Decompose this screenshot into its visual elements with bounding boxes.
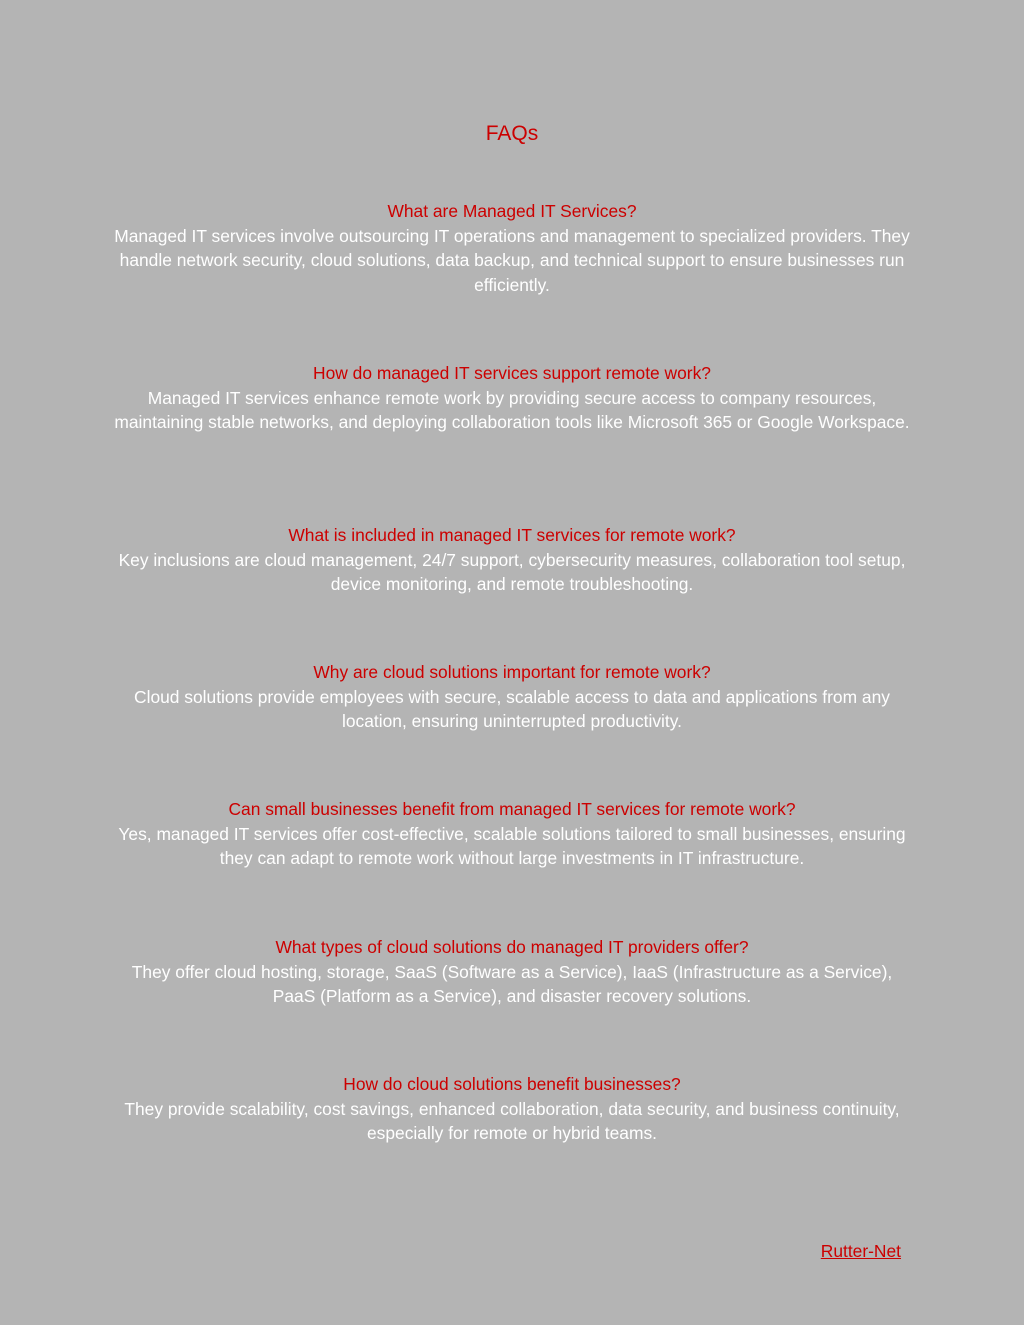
faq-item-remote-support <box>112 361 912 435</box>
faq-answer: Yes, managed IT services offer cost-effective, scalable solutions tailored to small businesses, ensuring they can adapt to remote work without large investments in IT infrastructure. <box>118 823 906 868</box>
faq-item-cloud-benefits <box>112 1072 912 1146</box>
faq-answer: They provide scalability, cost savings, enhanced collaboration, data security, and business continuity, especially for remote or hybrid teams. <box>124 1098 900 1143</box>
faq-question: What is included in managed IT services for remote work? <box>288 525 736 545</box>
faq-question: What are Managed IT Services? <box>387 201 637 221</box>
faq-item-managed-it <box>112 199 912 297</box>
faq-question: How do cloud solutions benefit businesses? <box>343 1074 681 1094</box>
faq-answer: Managed IT services involve outsourcing IT operations and management to specialized providers. They handle network security, cloud solutions, data backup, and technical support to ensure businesses run efficiently. <box>114 225 910 295</box>
faq-item-cloud-importance <box>112 660 912 734</box>
faq-item-cloud-types <box>112 935 912 1009</box>
faq-answer: Cloud solutions provide employees with secure, scalable access to data and applications from any location, ensuring uninterrupted productivity. <box>134 686 890 731</box>
faq-item-included-services <box>112 523 912 597</box>
faq-question: What types of cloud solutions do managed IT providers offer? <box>275 937 749 957</box>
faq-answer: Key inclusions are cloud management, 24/7 support, cybersecurity measures, collaboration tool setup, device monitoring, and remote troubleshooting. <box>118 549 906 594</box>
page-title: FAQs <box>485 122 539 145</box>
faq-answer: They offer cloud hosting, storage, SaaS (Software as a Service), IaaS (Infrastructure as a Service), PaaS (Platform as a Service), and disaster recovery solutions. <box>131 961 893 1006</box>
faq-answer: Managed IT services enhance remote work by providing secure access to company resources, maintaining stable networks, and deploying collaboration tools like Microsoft 365 or Google Workspace. <box>114 387 910 432</box>
faq-question: Can small businesses benefit from managed IT services for remote work? <box>228 799 796 819</box>
rutter-net-link[interactable]: Rutter-Net <box>820 1241 901 1261</box>
faq-question: Why are cloud solutions important for remote work? <box>313 662 711 682</box>
faq-item-small-businesses <box>112 797 912 871</box>
faq-question: How do managed IT services support remote work? <box>313 363 711 383</box>
